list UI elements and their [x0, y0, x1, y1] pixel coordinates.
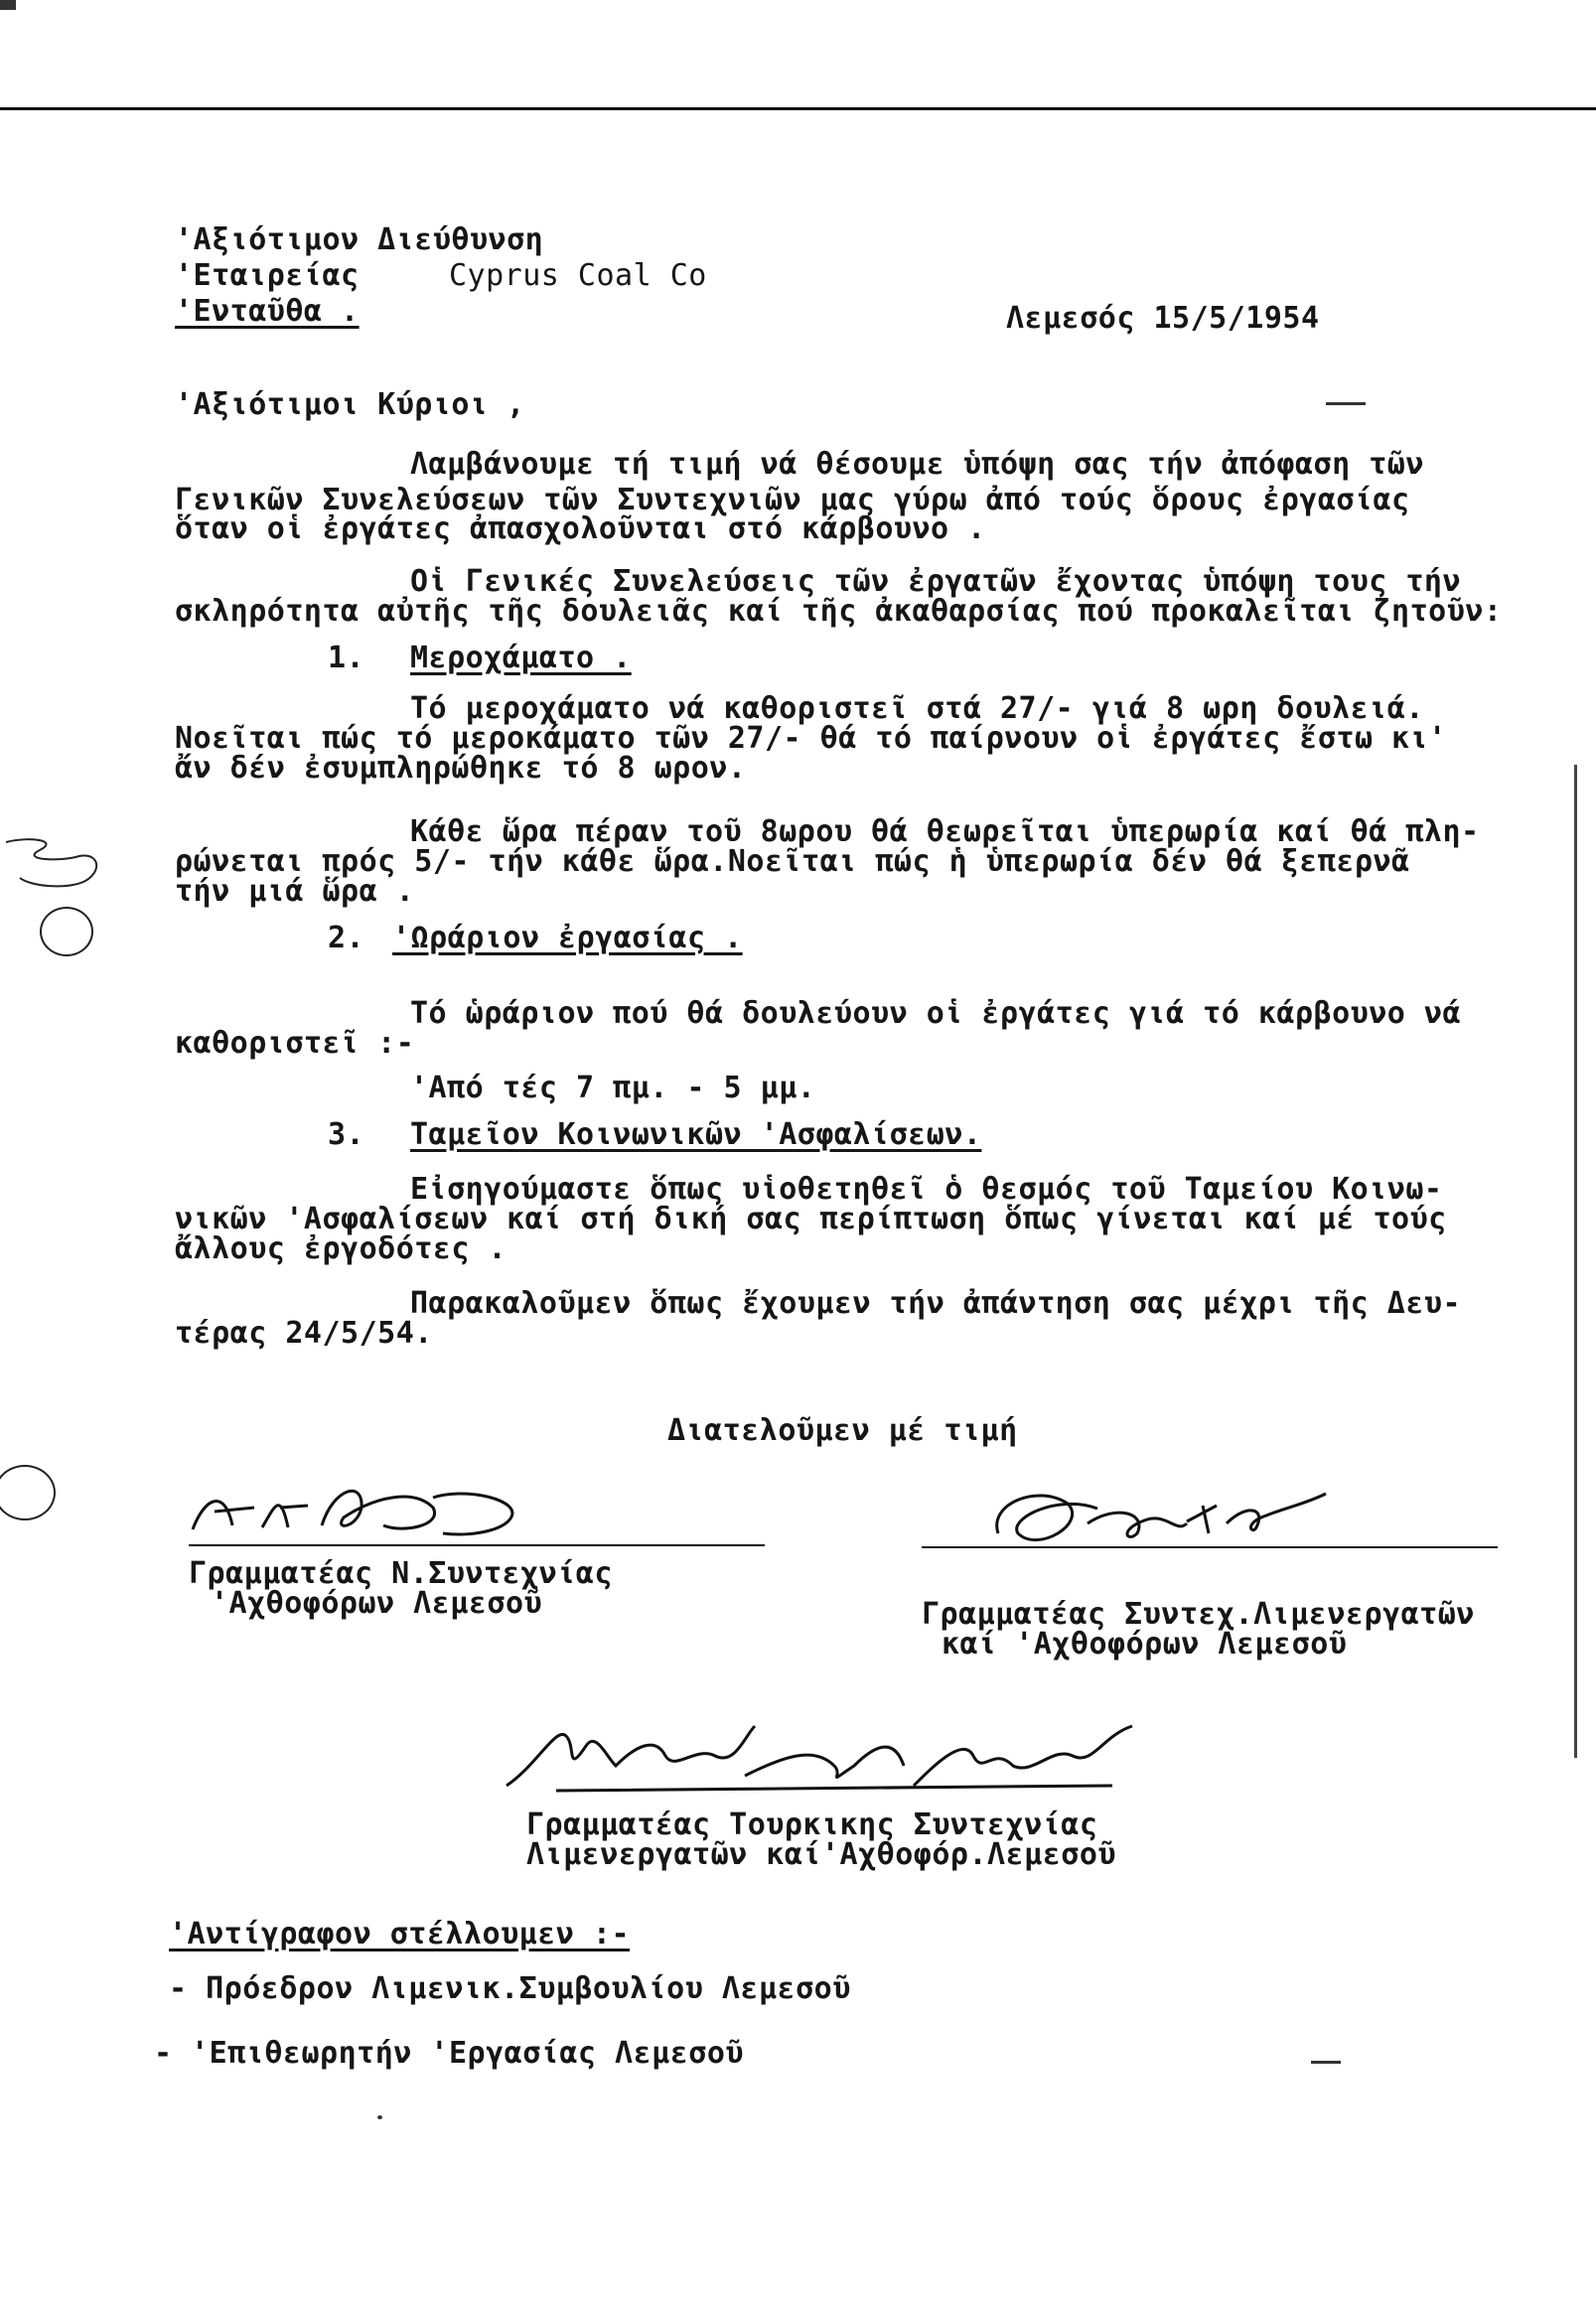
item1-heading: Μεροχάματο .: [410, 641, 632, 675]
intro-line-1: Λαμβάνουμε τή τιμή νά θέσουμε ὑπόψη σας τήν ἀπόφαση τῶν: [410, 447, 1424, 482]
intro-line-3: ὅταν οἱ ἐργάτες ἀπασχολοῦνται στό κάρβουνο .: [175, 511, 986, 546]
copy-recipient-2: - 'Επιθεωρητήν 'Εργασίας Λεμεσοῦ: [154, 2036, 744, 2071]
corner-mark: [0, 0, 16, 10]
intro-line-2: Γενικῶν Συνελεύσεων τῶν Συντεχνιῶν μας γύρω ἀπό τούς ὅρους ἐργασίας: [175, 483, 1410, 517]
signatory-left-line-1: Γραμματέας Ν.Συντεχνίας: [189, 1556, 613, 1591]
para2-line-1: Οἱ Γενικές Συνελεύσεις τῶν ἐργατῶν ἔχοντας ὑπόψη τους τήν: [410, 564, 1462, 599]
scan-speck: [377, 2115, 382, 2119]
closing-request-line-2: τέρας 24/5/54.: [175, 1316, 433, 1351]
signatory-right-line-2: καί 'Αχθοφόρων Λεμεσοῦ: [942, 1627, 1348, 1661]
margin-scribble: [0, 832, 109, 902]
item1-p2-line-1: Κάθε ὥρα πέραν τοῦ 8ωρου θά θεωρεῖται ὑπερωρία καί θά πλη-: [410, 814, 1480, 849]
item3-heading: Ταμεῖον Κοινωνικῶν 'Ασφαλίσεων.: [410, 1117, 982, 1152]
scan-speck: [1311, 2061, 1341, 2064]
signatory-left-line-2: 'Αχθοφόρων Λεμεσοῦ: [211, 1586, 543, 1621]
signature-left: [185, 1468, 552, 1547]
item3-number: 3.: [328, 1117, 365, 1152]
item1-p2-line-3: τήν μιά ὥρα .: [175, 874, 415, 909]
item2-number: 2.: [328, 921, 365, 955]
item1-p1-line-3: ἄν δέν ἐσυμπληρώθηκε τό 8 ωρον.: [175, 751, 747, 786]
item3-p1-line-1: Εἰσηγούμαστε ὅπως υἱοθετηθεῖ ὁ θεσμός τοῦ Ταμείου Κοινω-: [410, 1172, 1443, 1207]
closing-request-line-1: Παρακαλοῦμεν ὅπως ἔχουμεν τήν ἀπάντηση σας μέχρι τῆς Δευ-: [410, 1286, 1462, 1321]
valediction: Διατελοῦμεν μέ τιμή: [667, 1413, 1018, 1448]
address-line-3: 'Ενταῦθα .: [175, 294, 360, 329]
salutation: 'Αξιότιμοι Κύριοι ,: [175, 387, 525, 422]
item3-p1-line-3: ἄλλους ἐργοδότες .: [175, 1231, 508, 1266]
signature-center: [497, 1706, 1152, 1805]
para2-line-2: σκληρότητα αὐτῆς τῆς δουλειᾶς καί τῆς ἀκαθαρσίας πού προκαλεῖται ζητοῦν:: [175, 594, 1503, 629]
signature-right: [978, 1464, 1346, 1563]
address-line-2-label: 'Εταιρείας: [175, 258, 360, 293]
signatory-right-line-1: Γραμματέας Συντεχ.Λιμενεργατῶν: [922, 1597, 1475, 1632]
item2-hours: 'Από τές 7 πμ. - 5 μμ.: [410, 1071, 816, 1105]
item3-p1-line-2: νικῶν 'Ασφαλίσεων καί στή δική σας περίπτωση ὅπως γίνεται καί μέ τούς: [175, 1202, 1447, 1236]
signatory-center-line-1: Γραμματέας Τουρκικης Συντεχνίας: [526, 1807, 1098, 1842]
signature-line-left: [189, 1544, 765, 1546]
address-line-1: 'Αξιότιμον Διεύθυνση: [175, 222, 544, 257]
item1-p1-line-1: Τό μεροχάματο νά καθοριστεῖ στά 27/- γιά 8 ωρη δουλειά.: [410, 691, 1424, 726]
company-name: Cyprus Coal Co: [449, 258, 707, 293]
punch-hole-mark: [40, 907, 93, 956]
top-rule: [0, 107, 1596, 110]
item1-p2-line-2: ρώνεται πρός 5/- τήν κάθε ὥρα.Νοεῖται πώς ἡ ὑπερωρία δέν θά ξεπερνᾶ: [175, 844, 1410, 879]
signatory-center-line-2: Λιμενεργατῶν καί'Αχθοφόρ.Λεμεσοῦ: [526, 1837, 1116, 1872]
place-date: Λεμεσός 15/5/1954: [1006, 301, 1320, 336]
item1-number: 1.: [328, 641, 365, 675]
scan-speck: [1574, 765, 1577, 1758]
scan-speck: [1326, 402, 1366, 405]
signature-line-right: [922, 1546, 1498, 1548]
item2-heading: 'Ωράριον ἐργασίας .: [392, 921, 743, 955]
copy-recipient-1: - Πρόεδρον Λιμενικ.Συμβουλίου Λεμεσοῦ: [169, 1971, 851, 2006]
item2-p1-line-2: καθοριστεῖ :-: [175, 1026, 415, 1061]
item1-p1-line-2: Νοεῖται πώς τό μεροκάματο τῶν 27/- θά τό παίρνουν οἱ ἐργάτες ἔστω κι': [175, 721, 1447, 756]
punch-hole-mark: [0, 1465, 56, 1520]
item2-p1-line-1: Τό ὡράριον πού θά δουλεύουν οἱ ἐργάτες γιά τό κάρβουνο νά: [410, 996, 1462, 1031]
copies-heading: 'Αντίγραφον στέλλουμεν :-: [169, 1917, 631, 1951]
